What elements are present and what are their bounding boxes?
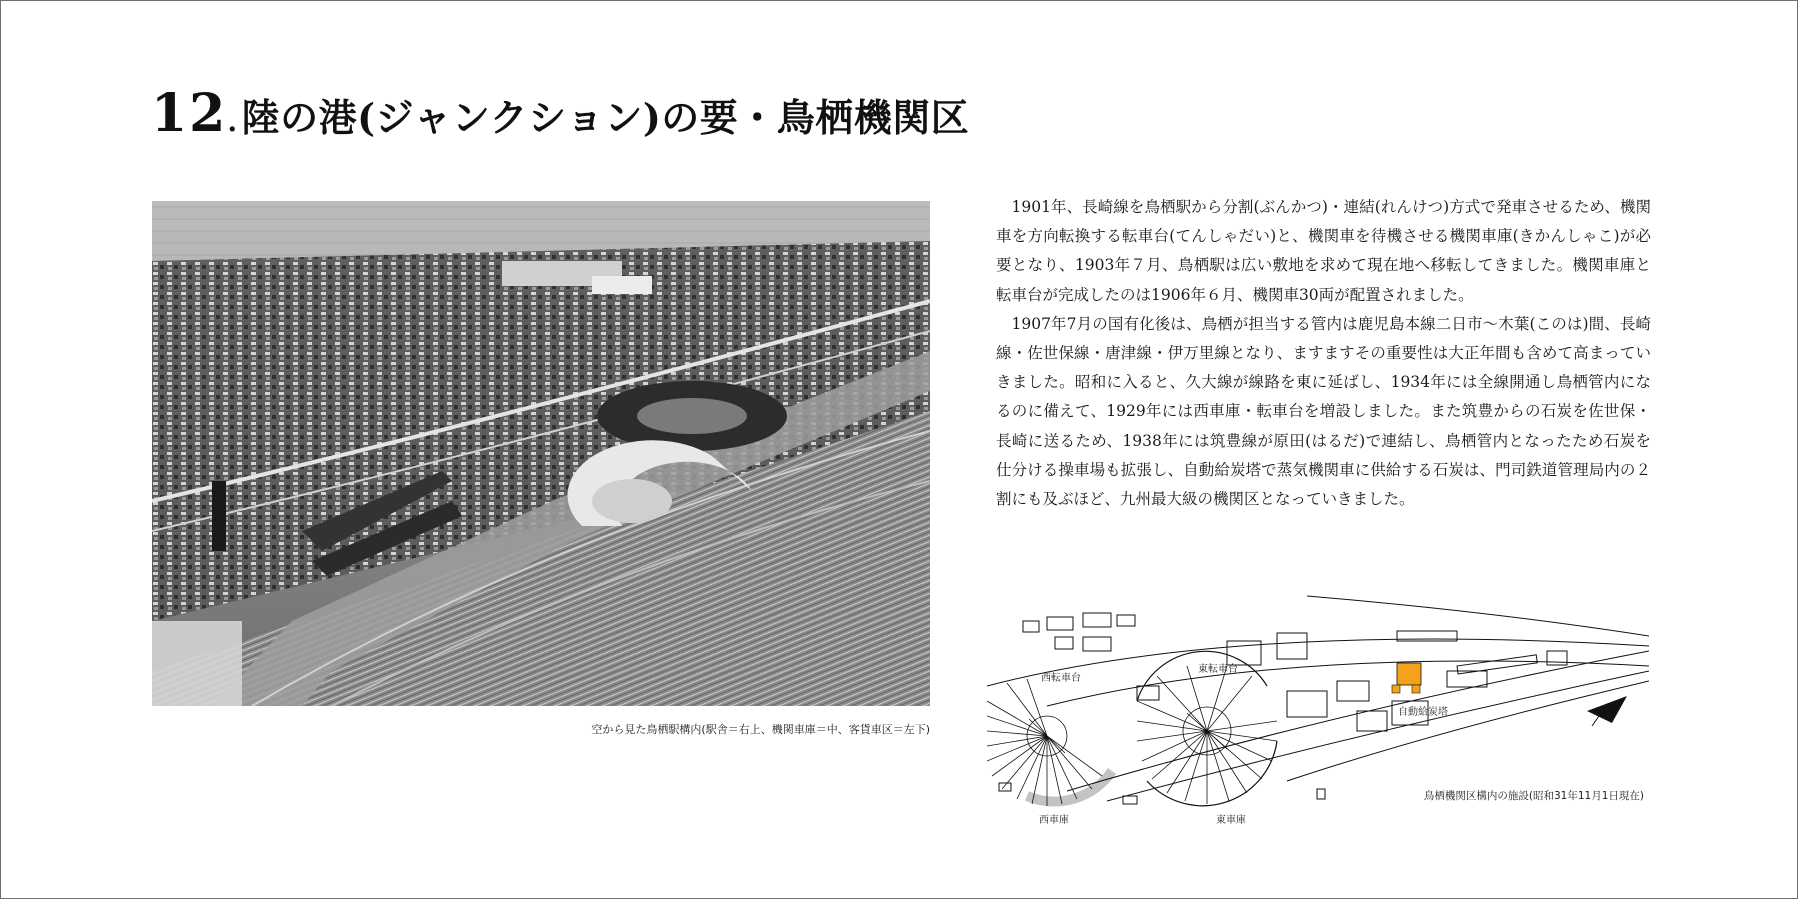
map-label-coaling-tower: 自動給炭塔: [1398, 707, 1448, 718]
article-paragraph: 1907年7月の国有化後は、鳥栖が担当する管内は鹿児島本線二日市〜木葉(このは)間、長崎線・佐世保線・唐津線・伊万里線となり、ますますその重要性は大正年間も含めて高まっていきました。昭和に入ると、久大線が線路を東に延ばし、1934年には全線開通し鳥栖管内になるのに備えて、1929年には西車庫・転車台を増設しました。また筑豊からの石炭を佐世保・長崎に送るため、1938年には筑豊線が原田(はるだ)で連結し、鳥栖管内となったため石炭を仕分ける操車場も拡張し、自動給炭塔で蒸気機関車に供給する石炭は、門司鉄道管理局内の２割にも及ぶほど、九州最大級の機関区となっていきました。: [996, 314, 1651, 509]
section-number-separator: .: [227, 105, 238, 138]
coaling-tower-highlight: [1397, 663, 1421, 685]
aerial-photo-image: [152, 201, 930, 706]
map-label-west-shed: 西車庫: [1039, 815, 1069, 826]
photo-caption: 空から見た鳥栖駅構内(駅舎＝右上、機関車庫＝中、客貨車区＝左下): [591, 723, 930, 736]
map-caption: 鳥栖機関区構内の施設(昭和31年11月1日現在): [1423, 790, 1644, 802]
page-title: [151, 83, 969, 144]
article-paragraph: 1901年、長崎線を鳥栖駅から分割(ぶんかつ)・連結(れんけつ)方式で発車させるため、機関車を方向転換する転車台(てんしゃだい)と、機関車を待機させる機関車庫(きかんしゃこ)が必要となり、1903年７月、鳥栖駅は広い敷地を求めて現在地へ移転してきました。機関車庫と転車台が完成したのは1906年６月、機関車30両が配置されました。: [996, 198, 1651, 304]
section-number: 12: [151, 83, 228, 144]
article-body: [996, 193, 1651, 514]
section-title: 陸の港(ジャンクション)の要・鳥栖機関区: [241, 95, 970, 140]
map-label-west-turntable: 西転車台: [1041, 673, 1081, 684]
map-label-east-shed: 東車庫: [1216, 815, 1246, 826]
map-label-east-turntable: 東転車台: [1198, 664, 1238, 675]
aerial-photo: [152, 201, 930, 706]
